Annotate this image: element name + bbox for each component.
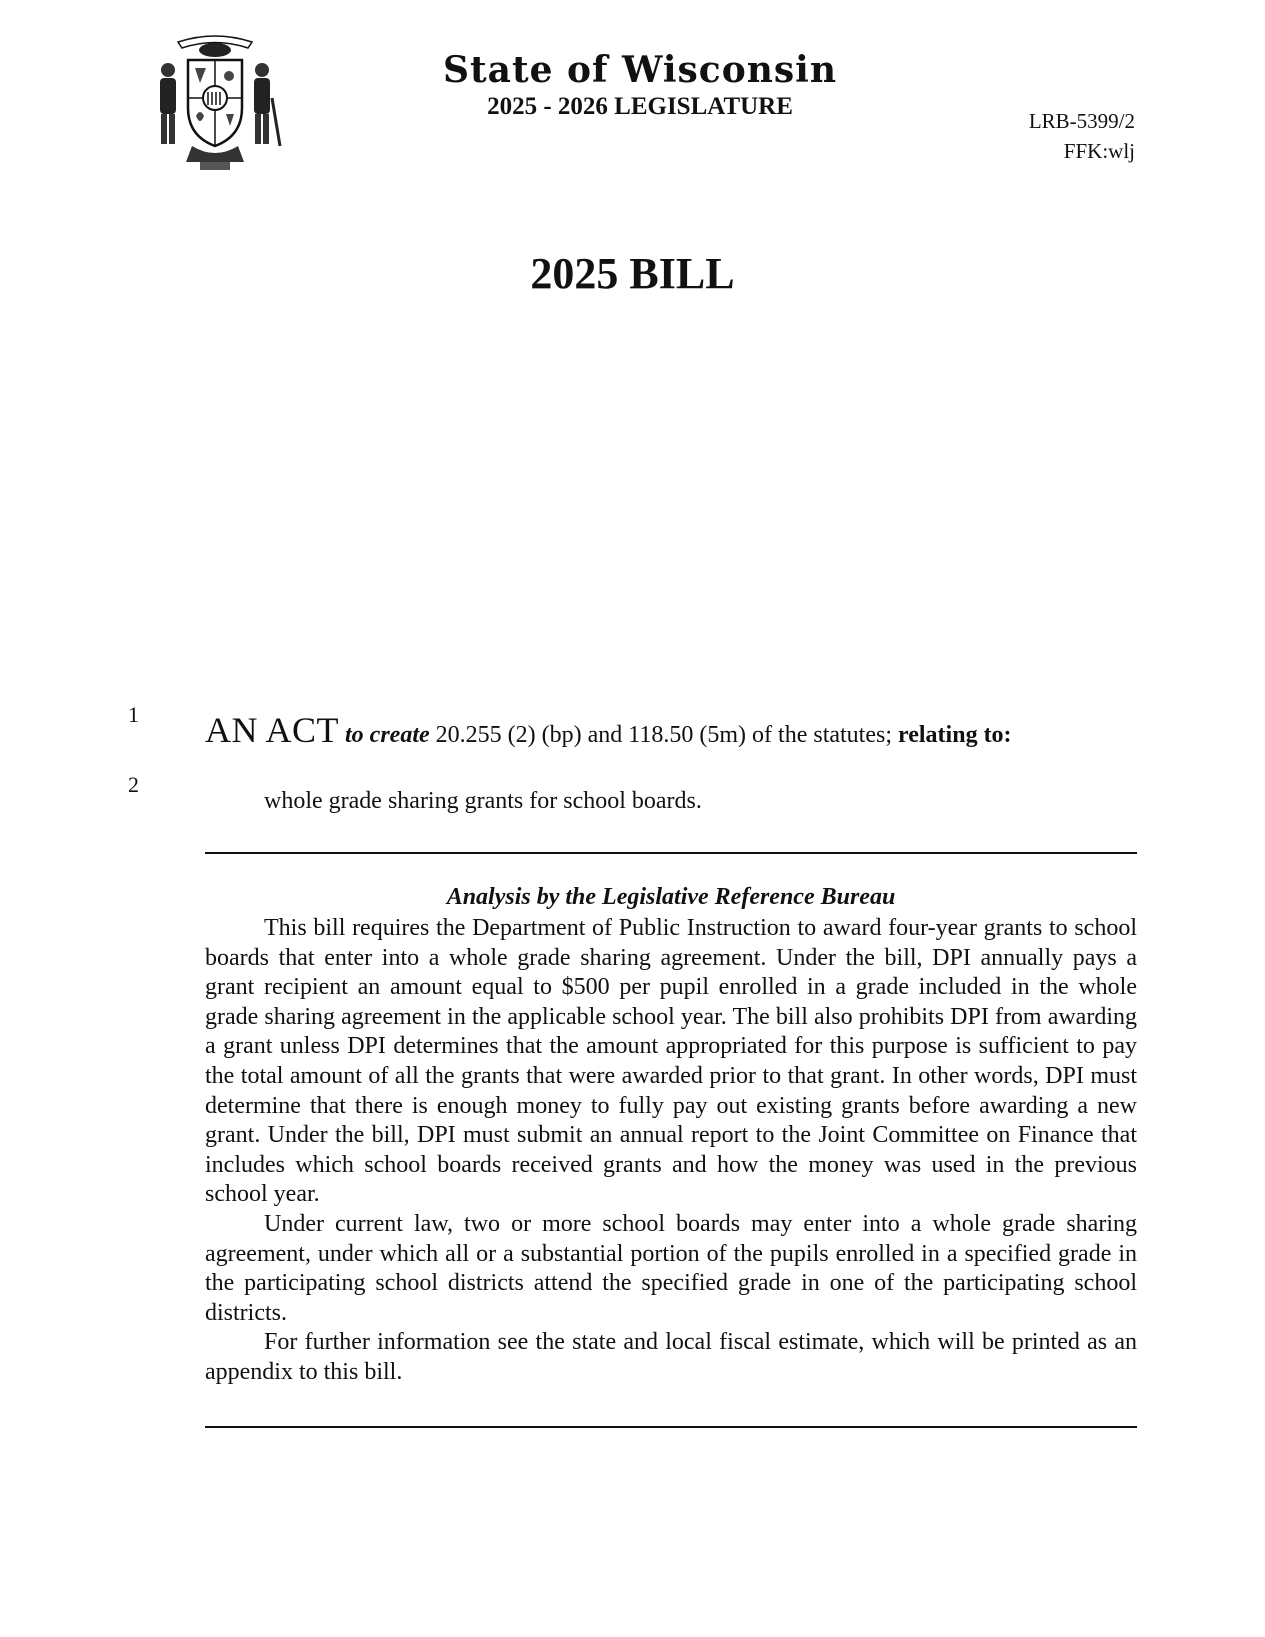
analysis-paragraph: This bill requires the Department of Public Instruction to award four-year grants to school boards that enter into a whole grade sharing agreement. Under the bill, DPI annually pays a grant recipient an amount equal to $500 per pupil enrolled in a grade included in the whole grade sharing agreement in the applicable school year. The bill also prohibits DPI from awarding a grant unless DPI determines that the amount appropriated for this purpose is sufficient to pay the total amount of all the grants that were awarded prior to that grant. In other words, DPI must determine that there is enough money to fully pay out existing grants before awarding a new grant. Under the bill, DPI must submit an annual report to the Joint Committee on Finance that includes which school boards received grants and how the money was used in the previous school year. [205, 915, 1137, 1208]
act-subject: whole grade sharing grants for school boards. [264, 788, 702, 814]
analysis-title: Analysis by the Legislative Reference Bureau [446, 884, 896, 910]
state-title: State of Wisconsin [442, 49, 837, 91]
act-prefix: AN ACT [205, 710, 340, 750]
drafter-initials: FFK:wlj [1063, 139, 1135, 163]
lrb-number: LRB-5399/2 [1028, 109, 1135, 133]
legislature-session: 2025 - 2026 LEGISLATURE [487, 93, 793, 120]
line-number-1: 1 [128, 702, 139, 727]
analysis-paragraph: For further information see the state and local fiscal estimate, which will be printed as an appendix to this bill. [205, 1329, 1137, 1385]
act-clause [205, 710, 1135, 755]
analysis-paragraph: Under current law, two or more school boards may enter into a whole grade sharing agreement, under which all or a substantial portion of the pupils enrolled in a specified grade in the participating school districts attend the specified grade in one of the participating school districts. [205, 1210, 1137, 1326]
bottom-divider [205, 1426, 1137, 1428]
relating-to-label: relating to: [898, 722, 1012, 748]
bill-identifiers [1029, 106, 1135, 166]
wisconsin-state-seal [140, 28, 290, 173]
analysis-body [205, 914, 1137, 1388]
line-number-2: 2 [128, 772, 139, 797]
bill-title: 2025 BILL [530, 249, 735, 298]
act-action: to create [345, 722, 430, 748]
act-statutes: 20.255 (2) (bp) and 118.50 (5m) of the statutes; [429, 722, 899, 748]
top-divider [205, 852, 1137, 854]
